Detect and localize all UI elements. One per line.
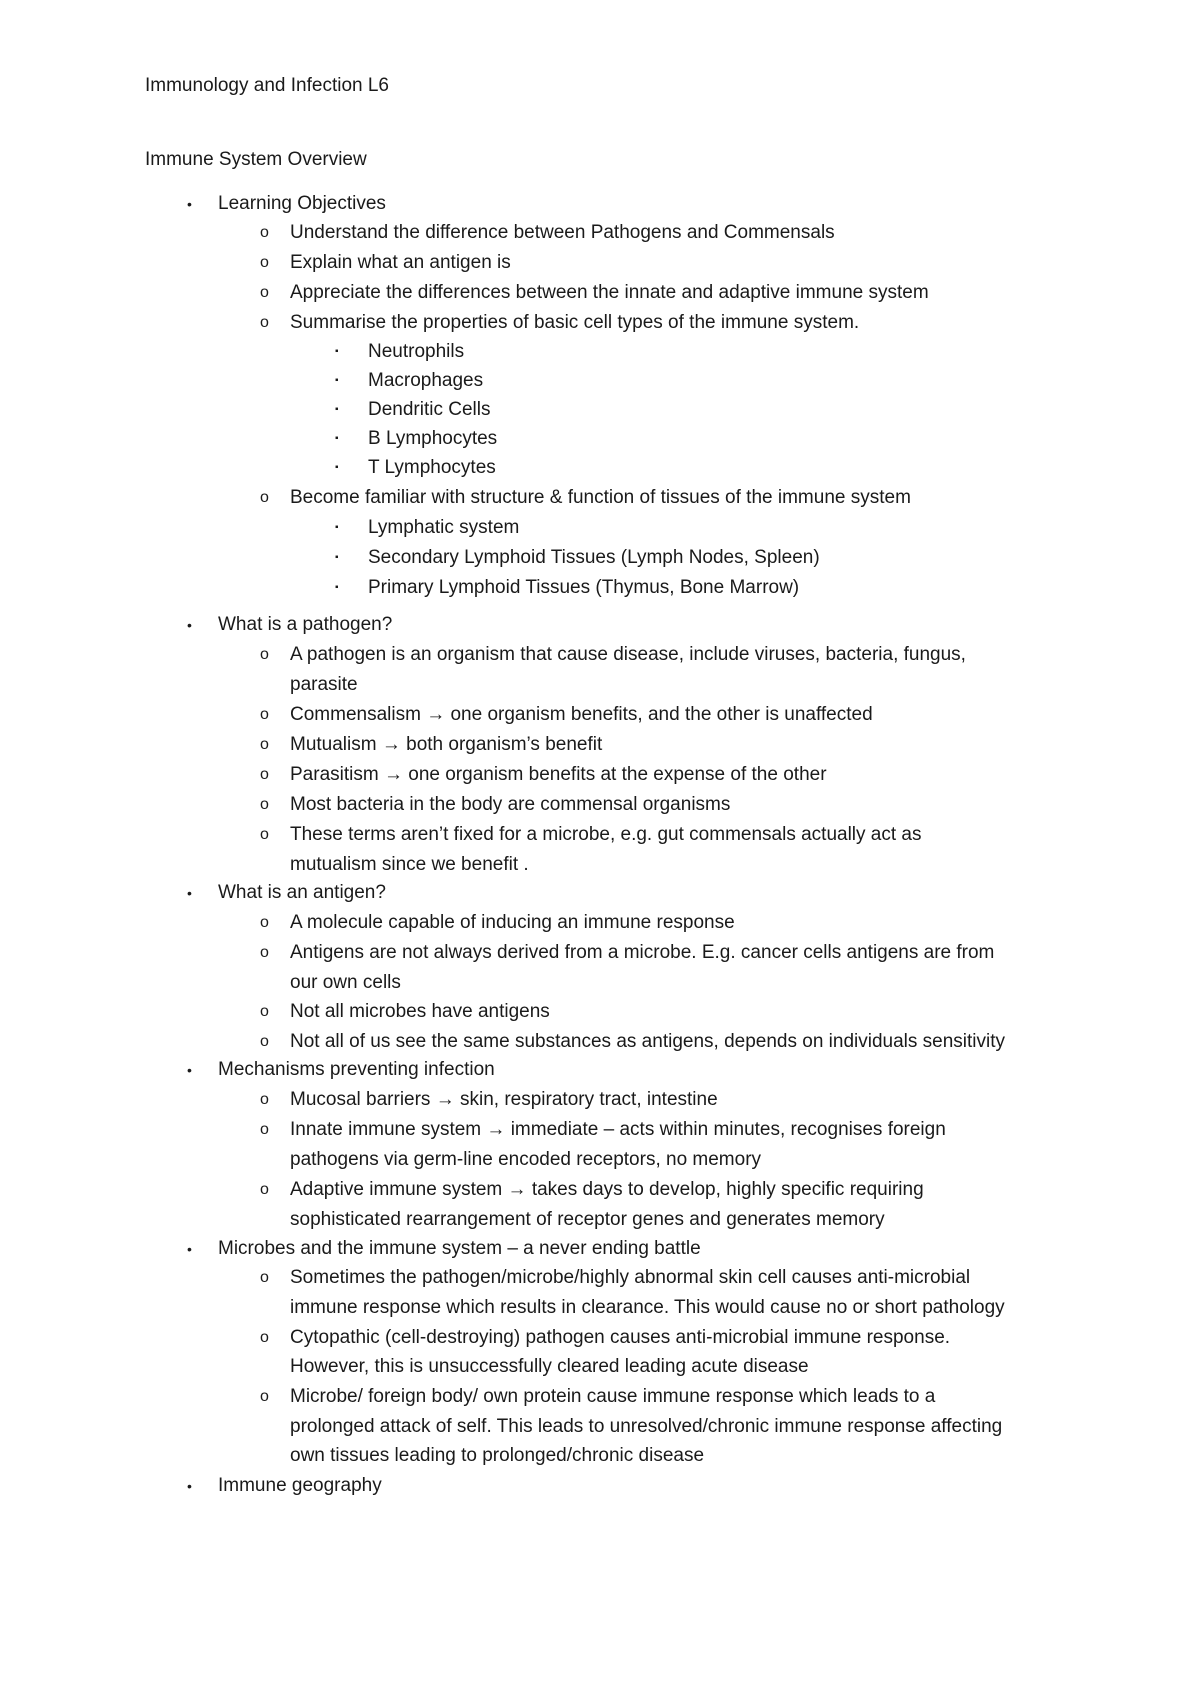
arrow-icon: → [507, 1179, 527, 1200]
bullet-dot: • [187, 1062, 192, 1078]
antigen-item: Not all of us see the same substances as antigens, depends on individuals sensitivity [290, 1031, 1006, 1052]
pathogen-heading: What is a pathogen? [218, 614, 393, 635]
microbes-item: Cytopathic (cell-destroying) pathogen causes anti-microbial immune response. [290, 1327, 951, 1348]
document-title: Immune System Overview [145, 149, 367, 170]
bullet-dot: • [187, 1241, 192, 1257]
mucosal-item [290, 1088, 718, 1112]
bullet-circle: o [260, 489, 269, 506]
bullet-dot: • [187, 196, 192, 212]
innate-term: Innate immune system [290, 1119, 482, 1140]
arrow-icon: → [486, 1119, 506, 1140]
cell-type-item: T Lymphocytes [368, 457, 496, 478]
antigen-item: A molecule capable of inducing an immune response [290, 912, 735, 933]
antigen-item: Not all microbes have antigens [290, 1001, 550, 1022]
bullet-circle: o [260, 766, 269, 783]
bullet-square: ▪ [335, 552, 339, 563]
objective-item: Explain what an antigen is [290, 252, 511, 273]
bullet-circle: o [260, 796, 269, 813]
cell-type-item: Dendritic Cells [368, 399, 491, 420]
pathogen-definition: A pathogen is an organism that cause disease, include viruses, bacteria, fungus, [290, 644, 966, 665]
bullet-square: ▪ [335, 375, 339, 386]
mucosal-text: skin, respiratory tract, intestine [460, 1089, 718, 1110]
adaptive-item-cont: sophisticated rearrangement of receptor genes and generates memory [290, 1209, 885, 1230]
tissue-item: Primary Lymphoid Tissues (Thymus, Bone Marrow) [368, 577, 800, 598]
arrow-icon: → [383, 764, 403, 785]
pathogen-item: These terms aren’t fixed for a microbe, e.g. gut commensals actually act as [290, 824, 922, 845]
microbes-heading: Microbes and the immune system – a never ending battle [218, 1238, 701, 1259]
bullet-circle: o [260, 1269, 269, 1286]
arrow-icon: → [435, 1089, 455, 1110]
innate-item [290, 1118, 946, 1142]
mutualism-item [290, 733, 602, 757]
arrow-icon: → [381, 734, 401, 755]
antigen-item-cont: our own cells [290, 972, 401, 993]
bullet-dot: • [187, 885, 192, 901]
bullet-circle: o [260, 1181, 269, 1198]
geography-heading: Immune geography [218, 1475, 382, 1496]
bullet-circle: o [260, 1329, 269, 1346]
objective-item: Understand the difference between Pathogens and Commensals [290, 222, 835, 243]
pathogen-item-cont: mutualism since we benefit . [290, 854, 529, 875]
arrow-icon: → [426, 704, 446, 725]
pathogen-definition-cont: parasite [290, 674, 358, 695]
commensalism-text: one organism benefits, and the other is unaffected [450, 704, 873, 725]
mucosal-term: Mucosal barriers [290, 1089, 431, 1110]
cell-type-item: Macrophages [368, 370, 484, 391]
bullet-circle: o [260, 1003, 269, 1020]
pathogen-item: Most bacteria in the body are commensal organisms [290, 794, 731, 815]
objective-item: Become familiar with structure & function of tissues of the immune system [290, 487, 911, 508]
bullet-square: ▪ [335, 582, 339, 593]
microbes-item-cont: own tissues leading to prolonged/chronic disease [290, 1445, 705, 1466]
bullet-square: ▪ [335, 346, 339, 357]
bullet-circle: o [260, 944, 269, 961]
parasitism-item [290, 763, 827, 787]
antigen-heading: What is an antigen? [218, 882, 386, 903]
parasitism-term: Parasitism [290, 764, 379, 785]
cell-type-item: B Lymphocytes [368, 428, 498, 449]
bullet-circle: o [260, 284, 269, 301]
objectives-heading: Learning Objectives [218, 193, 386, 214]
bullet-square: ▪ [335, 433, 339, 444]
bullet-circle: o [260, 736, 269, 753]
bullet-dot: • [187, 1478, 192, 1494]
bullet-circle: o [260, 254, 269, 271]
commensalism-term: Commensalism [290, 704, 421, 725]
document-header: Immunology and Infection L6 [145, 75, 389, 96]
bullet-circle: o [260, 1091, 269, 1108]
adaptive-text: takes days to develop, highly specific requiring [531, 1179, 924, 1200]
objective-item: Appreciate the differences between the innate and adaptive immune system [290, 282, 929, 303]
bullet-circle: o [260, 1388, 269, 1405]
mutualism-term: Mutualism [290, 734, 377, 755]
parasitism-text: one organism benefits at the expense of the other [408, 764, 827, 785]
bullet-square: ▪ [335, 462, 339, 473]
tissue-item: Lymphatic system [368, 517, 520, 538]
bullet-square: ▪ [335, 522, 339, 533]
bullet-circle: o [260, 706, 269, 723]
microbes-item-cont: However, this is unsuccessfully cleared leading acute disease [290, 1356, 809, 1377]
bullet-circle: o [260, 224, 269, 241]
bullet-circle: o [260, 1033, 269, 1050]
bullet-square: ▪ [335, 404, 339, 415]
innate-item-cont: pathogens via germ-line encoded receptors, no memory [290, 1149, 762, 1170]
bullet-dot: • [187, 617, 192, 633]
microbes-item-cont: immune response which results in clearance. This would cause no or short pathology [290, 1297, 1005, 1318]
cell-type-item: Neutrophils [368, 341, 465, 362]
bullet-circle: o [260, 646, 269, 663]
mechanisms-heading: Mechanisms preventing infection [218, 1059, 495, 1080]
commensalism-item [290, 703, 873, 727]
mutualism-text: both organism’s benefit [406, 734, 603, 755]
bullet-circle: o [260, 1121, 269, 1138]
bullet-circle: o [260, 826, 269, 843]
microbes-item-cont: prolonged attack of self. This leads to unresolved/chronic immune response affecting [290, 1416, 1003, 1437]
bullet-circle: o [260, 914, 269, 931]
objective-item: Summarise the properties of basic cell types of the immune system. [290, 312, 860, 333]
microbes-item: Sometimes the pathogen/microbe/highly abnormal skin cell causes anti-microbial [290, 1267, 971, 1288]
antigen-item: Antigens are not always derived from a microbe. E.g. cancer cells antigens are from [290, 942, 995, 963]
tissue-item: Secondary Lymphoid Tissues (Lymph Nodes, Spleen) [368, 547, 820, 568]
adaptive-item [290, 1178, 924, 1202]
microbes-item: Microbe/ foreign body/ own protein cause immune response which leads to a [290, 1386, 936, 1407]
bullet-circle: o [260, 314, 269, 331]
adaptive-term: Adaptive immune system [290, 1179, 503, 1200]
innate-text: immediate – acts within minutes, recognises foreign [510, 1119, 946, 1140]
